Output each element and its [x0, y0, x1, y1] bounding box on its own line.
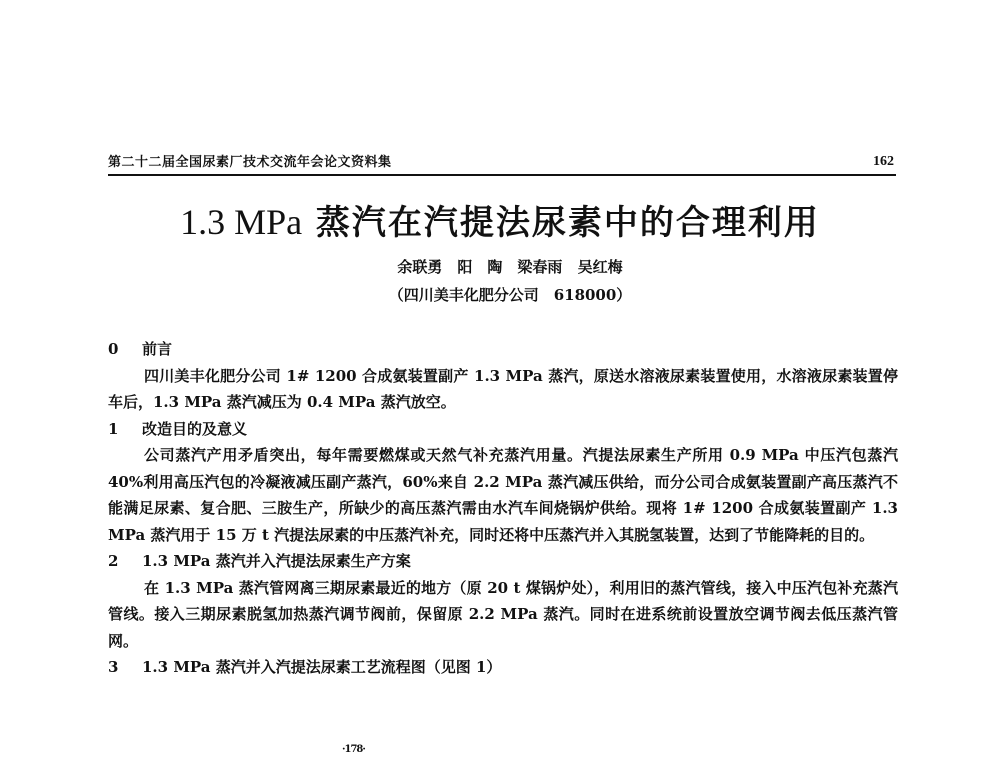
section-title: 1.3 MPa 蒸汽并入汽提法尿素生产方案	[142, 552, 411, 570]
page-number: 162	[873, 154, 894, 169]
paper-title	[0, 195, 1000, 244]
section-paragraph: 在 1.3 MPa 蒸汽管网离三期尿素最近的地方（原 20 t 煤锅炉处），利用旧的蒸汽管线，接入中压汽包补充蒸汽管线。接入三期尿素脱氢加热蒸汽调节阀前，保留原 2.2 MPa 蒸汽。同时在进系统前设置放空调节阀去低压蒸汽管网。	[108, 578, 898, 650]
affiliation: （四川美丰化肥分公司 618000）	[388, 286, 632, 304]
section-heading	[108, 654, 898, 681]
paper-body	[108, 336, 898, 681]
running-header	[108, 148, 896, 176]
section-number: 3	[108, 658, 119, 676]
section-heading	[108, 548, 898, 575]
section-paragraph: 公司蒸汽产用矛盾突出，每年需要燃煤或天然气补充蒸汽用量。汽提法尿素生产所用 0.9 MPa 中压汽包蒸汽 40%利用高压汽包的冷凝液减压副产蒸汽，60%来自 2.2 MPa 蒸汽减压供给，而分公司合成氨装置副产高压蒸汽不能满足尿素、复合肥、三胺生产，所缺少的高压蒸汽需由水汽车间烧锅炉供给。现将 1# 1200 合成氨装置副产 1.3 MPa 蒸汽用于 15 万 t 汽提法尿素的中压蒸汽补充，同时还将中压蒸汽并入其脱氢装置，达到了节能降耗的目的。	[108, 446, 898, 544]
title-prefix: 1.3 MPa	[180, 202, 303, 242]
footer-mark: ·178·	[342, 744, 365, 755]
section-heading	[108, 416, 898, 443]
section-number: 1	[108, 419, 119, 438]
section-number: 2	[108, 552, 119, 570]
section-number: 0	[108, 340, 119, 358]
section-title: 前言	[142, 340, 173, 358]
title-main: 蒸汽在汽提法尿素中的合理利用	[315, 203, 820, 243]
section-title: 1.3 MPa 蒸汽并入汽提法尿素工艺流程图（见图 1）	[142, 658, 502, 676]
section-title: 改造目的及意义	[142, 419, 248, 438]
journal-title: 第二十二届全国尿素厂技术交流年会论文资料集	[108, 155, 392, 170]
author-list: 余联勇 阳 陶 梁春雨 吴红梅	[397, 258, 623, 276]
section-paragraph: 四川美丰化肥分公司 1# 1200 合成氨装置副产 1.3 MPa 蒸汽，原送水溶液尿素装置使用，水溶液尿素装置停车后，1.3 MPa 蒸汽减压为 0.4 MPa 蒸汽放空。	[108, 366, 898, 411]
section-heading	[108, 336, 898, 363]
